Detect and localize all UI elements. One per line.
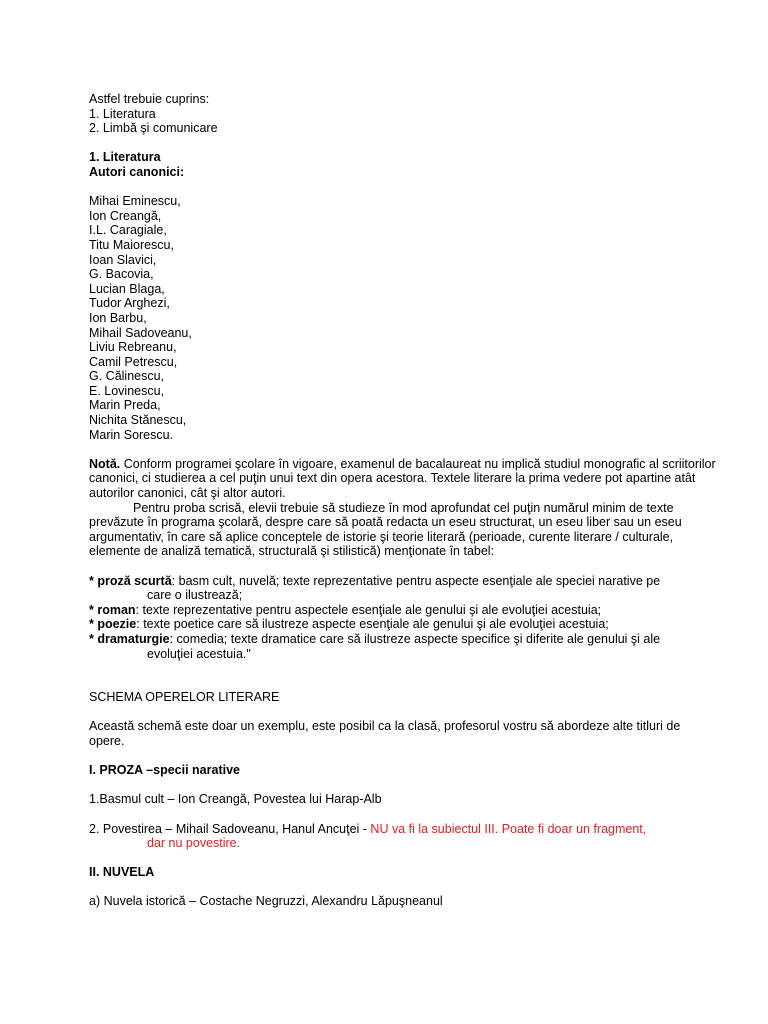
author-item: Liviu Rebreanu, xyxy=(89,340,177,355)
author-item: Marin Preda, xyxy=(89,398,161,413)
author-list xyxy=(89,194,719,442)
author-item: Tudor Arghezi, xyxy=(89,296,170,311)
author-item: G. Călinescu, xyxy=(89,369,165,384)
proza-item xyxy=(89,822,719,837)
genre-text: : texte poetice care să ilustreze aspecte esenţiale ale genului şi ale evoluţiei acestuia; xyxy=(136,617,609,632)
genre-label: * dramaturgie xyxy=(89,631,170,646)
genre-continuation: evoluţiei acestuia." xyxy=(147,646,251,661)
author-item: Nichita Stănescu, xyxy=(89,413,187,428)
warning-text: NU va fi la subiectul III. Poate fi doar un fragment, xyxy=(370,821,647,836)
author-item: Titu Maiorescu, xyxy=(89,237,174,252)
author-item: Lucian Blaga, xyxy=(89,281,165,296)
section-subheading: Autori canonici: xyxy=(89,164,185,179)
genre-item xyxy=(89,574,719,589)
proza-heading: I. PROZA –specii narative xyxy=(89,763,240,778)
proza-item: 1.Basmul cult – Ion Creangă, Povestea lui Harap-Alb xyxy=(89,792,382,807)
genre-list xyxy=(89,574,719,662)
note-paragraph xyxy=(89,457,719,501)
author-item: Ion Creangă, xyxy=(89,208,162,223)
note-label: Notă. xyxy=(89,456,121,471)
genre-text: : texte reprezentative pentru aspectele esenţiale ale genului şi ale evoluţiei acestuia; xyxy=(135,602,602,617)
genre-label: * roman xyxy=(89,602,136,617)
genre-label: * proză scurtă xyxy=(89,573,172,588)
genre-item xyxy=(89,632,719,647)
genre-text: : comedia; texte dramatice care să ilustreze aspecte specifice şi diferite ale genului şi ale xyxy=(169,631,661,646)
author-item: G. Bacovia, xyxy=(89,267,154,282)
genre-item xyxy=(89,617,719,632)
note-paragraph-2: Pentru proba scrisă, elevii trebuie să studieze în mod aprofundat cel puţin numărul minim de texte prevăzute în programa şcolară, despre care să poată redacta un eseu structurat, un eseu liber sau un eseu argumentativ, în care să aplice conceptele de istorie şi teorie literară (perioade, curente literare / culturale, elemente de analiză tematică, structurală şi stilistică) menţionate în tabel: xyxy=(89,500,682,559)
genre-item xyxy=(89,603,719,618)
genre-label: * poezie xyxy=(89,617,137,632)
section-heading: 1. Literatura xyxy=(89,150,161,165)
author-item: Camil Petrescu, xyxy=(89,354,178,369)
proza-item-text: 2. Povestirea – Mihail Sadoveanu, Hanul Ancuţei - xyxy=(89,821,371,836)
intro-line: 2. Limbă şi comunicare xyxy=(89,121,218,136)
author-item: E. Lovinescu, xyxy=(89,383,165,398)
warning-text-continuation: dar nu povestire. xyxy=(147,836,241,851)
nuvela-heading: II. NUVELA xyxy=(89,865,155,880)
schema-text: Această schemă este doar un exemplu, este posibil ca la clasă, profesorul vostru să abordeze alte titluri de opere. xyxy=(89,719,681,748)
note-text: Conform programei şcolare în vigoare, examenul de bacalaureat nu implică studiul monografic al scriitorilor canonici, ci studierea a cel puţin unui text din opera acestora. Textele literare la prima vedere pot apartine atât autorilor canonici, cât şi altor autori. xyxy=(89,456,716,501)
document-page xyxy=(89,92,719,909)
author-item: Ioan Slavici, xyxy=(89,252,157,267)
author-item: Mihail Sadoveanu, xyxy=(89,325,192,340)
nuvela-item: a) Nuvela istorică – Costache Negruzzi, Alexandru Lăpuşneanul xyxy=(89,894,443,909)
intro-line: Astfel trebuie cuprins: xyxy=(89,92,210,106)
author-item: Marin Sorescu. xyxy=(89,427,174,442)
author-item: Mihai Eminescu, xyxy=(89,194,181,209)
intro-line: 1. Literatura xyxy=(89,106,156,121)
author-item: Ion Barbu, xyxy=(89,310,147,325)
genre-continuation: care o ilustrează; xyxy=(147,588,243,603)
genre-text: : basm cult, nuvelă; texte reprezentative pentru aspecte esenţiale ale speciei narative pe xyxy=(171,573,661,588)
author-item: I.L. Caragiale, xyxy=(89,223,167,238)
schema-heading: SCHEMA OPERELOR LITERARE xyxy=(89,690,280,705)
